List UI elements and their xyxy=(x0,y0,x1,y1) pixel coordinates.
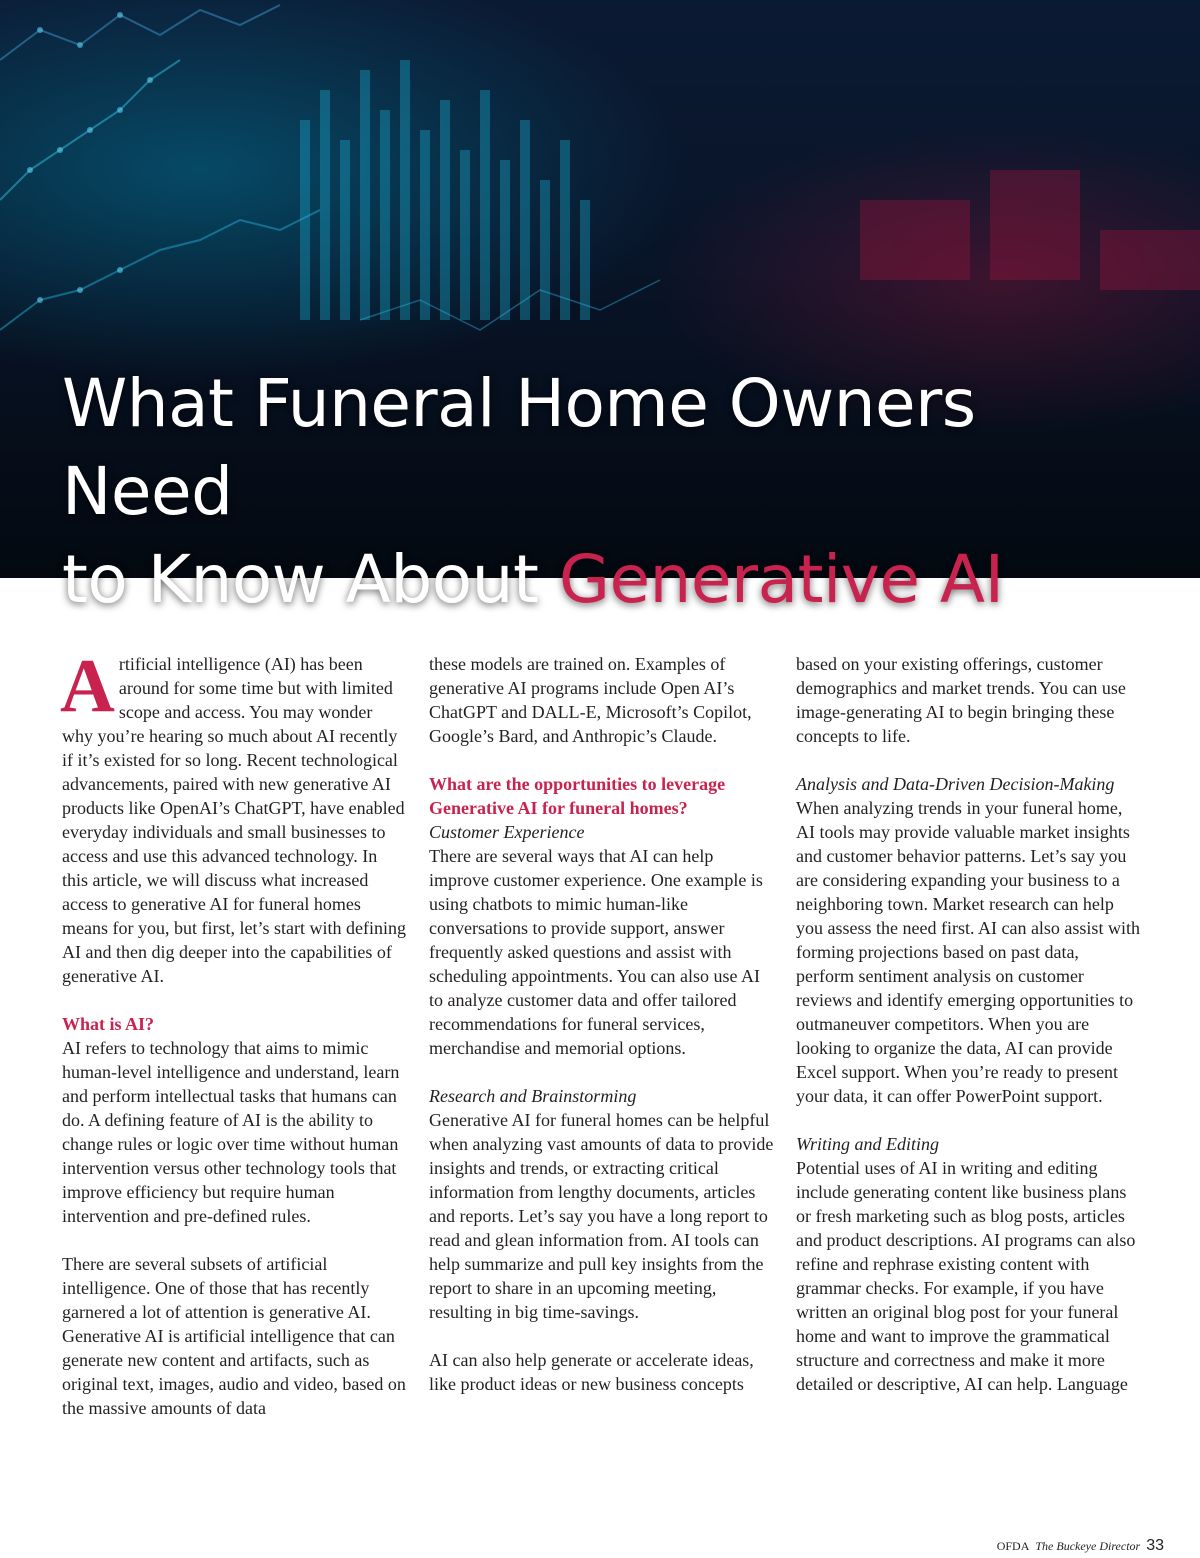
paragraph-analysis: When analyzing trends in your funeral home, AI tools may provide valuable market insights and customer behavior patterns. Let’s say you are considering expanding your business to a neighboring town. Market research can help you assess the need first. AI can also assist with forming projections based on past data, perform sentiment analysis on customer reviews and identify emerging opportunities to outmaneuver competitors. When you are looking to organize the data, AI can provide Excel support. When you’re ready to present your data, it can offer PowerPoint support. xyxy=(796,798,1140,1106)
subheading-writing: Writing and Editing xyxy=(796,1134,940,1154)
footer-org: OFDA xyxy=(996,1539,1030,1553)
page-number: 33 xyxy=(1146,1537,1164,1554)
intro-paragraph xyxy=(60,644,407,988)
page-footer xyxy=(997,1537,1164,1555)
dropcap: A xyxy=(60,644,115,728)
paragraph-continued-3: based on your existing offerings, customer demographics and market trends. You can use image-generating AI to begin bringing these concepts to life. xyxy=(796,654,1126,746)
subheading-customer-experience: Customer Experience xyxy=(429,822,585,842)
subheading-analysis: Analysis and Data-Driven Decision-Making xyxy=(796,774,1115,794)
heading-opportunities: What are the opportunities to leverage Generative AI for funeral homes? xyxy=(429,774,726,818)
title-accent: Generative AI xyxy=(558,541,1004,618)
title-line-2-plain: to Know About xyxy=(62,541,559,618)
intro-text: rtificial intelligence (AI) has been around for some time but with limited scope and access. You may wonder why you’re hearing so much about AI recently if it’s existed for so long. Recent technological advancements, paired with new generative AI products like OpenAI’s ChatGPT, have enabled everyday individuals and small businesses to access and use this advanced technology. In this article, we will discuss what increased access to generative AI for funeral homes means for you, but first, let’s start with defining AI and then dig deeper into the capabilities of generative AI. xyxy=(62,654,406,986)
title-line-2 xyxy=(62,536,1162,624)
article-column-2 xyxy=(429,652,774,1396)
paragraph-writing: Potential uses of AI in writing and editing include generating content like business plans or fresh marketing such as blog posts, articles and product descriptions. AI programs can also refine and rephrase existing content with grammar checks. For example, if you have written an original blog post for your funeral home and want to improve the grammatical structure and correctness and make it more detailed or descriptive, AI can help. Language xyxy=(796,1158,1136,1394)
footer-magazine: The Buckeye Director xyxy=(1035,1539,1141,1553)
article-column-1 xyxy=(60,644,407,1420)
article-title xyxy=(62,360,1162,624)
subheading-research: Research and Brainstorming xyxy=(429,1086,637,1106)
paragraph-customer-experience: There are several ways that AI can help improve customer experience. One example is using chatbots to mimic human-like conversations to provide support, answer frequently asked questions and assist with scheduling appointments. You can also use AI to analyze customer data and offer tailored recommendations for funeral services, merchandise and memorial options. xyxy=(429,846,763,1058)
paragraph-research: Generative AI for funeral homes can be helpful when analyzing vast amounts of data to provide insights and trends, or extracting critical information from lengthy documents, articles and reports. Let’s say you have a long report to read and glean information from. AI tools can help summarize and pull key insights from the report to share in an upcoming meeting, resulting in big time-savings. xyxy=(429,1110,774,1322)
paragraph-ideas: AI can also help generate or accelerate ideas, like product ideas or new business concepts xyxy=(429,1350,754,1394)
paragraph-continued: these models are trained on. Examples of generative AI programs include Open AI’s ChatGPT and DALL-E, Microsoft’s Copilot, Google’s Bard, and Anthropic’s Claude. xyxy=(429,654,752,746)
paragraph-subsets: There are several subsets of artificial intelligence. One of those that has recently garnered a lot of attention is generative AI. Generative AI is artificial intelligence that can generate new content and artifacts, such as original text, images, audio and video, based on the massive amounts of data xyxy=(62,1254,406,1418)
heading-what-is-ai: What is AI? xyxy=(62,1014,155,1034)
article-column-3 xyxy=(796,652,1141,1396)
paragraph-ai-refers: AI refers to technology that aims to mimic human-level intelligence and understand, learn and perform intellectual tasks that humans can do. A defining feature of AI is the ability to change rules or logic over time without human intervention versus other technology tools that improve efficiency but require human intervention and pre-defined rules. xyxy=(62,1038,400,1226)
title-line-1: What Funeral Home Owners Need xyxy=(62,365,976,530)
hero-banner xyxy=(0,0,1200,618)
